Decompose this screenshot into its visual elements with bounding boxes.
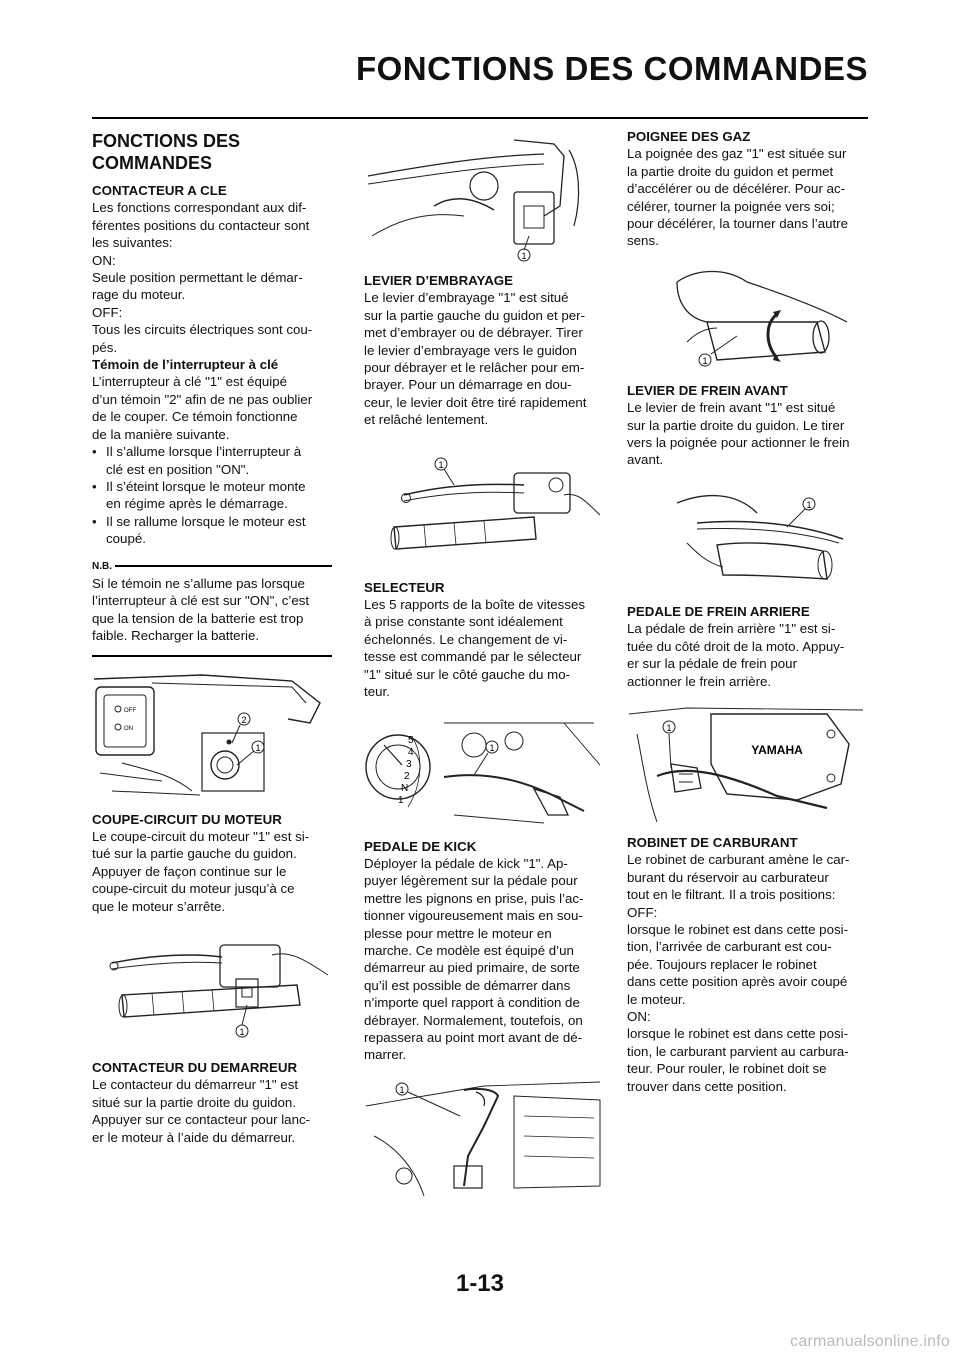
text-line: pour débrayer et le relâcher pour em- bbox=[364, 360, 585, 376]
text-line: OFF: bbox=[92, 304, 123, 320]
text-line: trouver dans cette position. bbox=[627, 1078, 787, 1094]
bullet-line: clé est en position "ON". bbox=[106, 461, 250, 477]
note-line: l’interrupteur à clé est sur "ON", c’est bbox=[92, 593, 310, 609]
bullet-line: • Il s’allume lorsque l’interrupteur à bbox=[106, 444, 302, 460]
text-line: marche. Ce modèle est équipé d’un bbox=[364, 942, 574, 958]
text-line: situé sur la partie droite du guidon. bbox=[92, 1094, 297, 1110]
text-line: ON: bbox=[627, 1008, 651, 1024]
text-line: Le levier d’embrayage "1" est situé bbox=[364, 290, 569, 306]
text-line: OFF: bbox=[627, 904, 658, 920]
gear-label: 1 bbox=[398, 794, 404, 806]
bullet-item bbox=[92, 478, 332, 513]
clutch-illustration bbox=[364, 455, 604, 565]
text-line: Appuyer de façon continue sur le bbox=[92, 863, 287, 879]
text-line: la partie droite du guidon et permet bbox=[627, 163, 834, 179]
shift-title: SELECTEUR bbox=[364, 579, 445, 595]
text-line: férentes positions du contacteur sont bbox=[92, 217, 310, 233]
bullet-line: • Il se rallume lorsque le moteur est bbox=[106, 513, 306, 529]
column-middle bbox=[364, 128, 604, 1209]
text-line: tuée du côté droit de la moto. Appuy- bbox=[627, 638, 845, 654]
gear-label: N bbox=[401, 782, 409, 794]
text-line: burant du réservoir au carburateur bbox=[627, 869, 829, 885]
text-line: Les fonctions correspondant aux dif- bbox=[92, 200, 307, 216]
rear-brake-title: PEDALE DE FREIN ARRIERE bbox=[627, 603, 810, 619]
rear-brake-body bbox=[627, 620, 867, 690]
callout-1: 1 bbox=[489, 742, 495, 753]
text-line: pour décélérer, la tourner dans l’autre bbox=[627, 216, 849, 232]
shift-body bbox=[364, 596, 604, 700]
callout-1: 1 bbox=[666, 722, 672, 733]
text-line: le moteur. bbox=[627, 991, 686, 1007]
text-line: d’accélérer ou de décélérer. Pour ac- bbox=[627, 181, 846, 197]
bullet-item bbox=[92, 513, 332, 548]
text-line: mettre les pignons en prise, puis l’ac- bbox=[364, 890, 584, 906]
text-line: dans cette position après avoir coupé bbox=[627, 974, 848, 990]
text-line: débrayer. Normalement, toutefois, on bbox=[364, 1012, 583, 1028]
text-line: sur la partie gauche du guidon et per- bbox=[364, 307, 586, 323]
text-line: er le moteur à l’aide du démarreur. bbox=[92, 1129, 296, 1145]
watermark: carmanualsonline.info bbox=[790, 1333, 950, 1350]
text-line: tion, le carburant parvient au carbura- bbox=[627, 1043, 849, 1059]
kill-switch-title: COUPE-CIRCUIT DU MOTEUR bbox=[92, 811, 282, 827]
brand-label: YAMAHA bbox=[751, 742, 803, 757]
note-label: N.B. bbox=[92, 560, 112, 572]
text-line: de le couper. Ce témoin fonctionne bbox=[92, 409, 298, 425]
callout-1: 1 bbox=[239, 1027, 245, 1037]
text-line: tesse est commandé par le sélecteur bbox=[364, 649, 582, 665]
section-main-title bbox=[92, 130, 332, 174]
front-brake-illustration bbox=[627, 483, 867, 595]
kill-switch-body bbox=[92, 828, 332, 915]
starter-body bbox=[92, 1076, 332, 1146]
note-bottom-rule bbox=[92, 655, 332, 657]
note-rule bbox=[115, 565, 332, 567]
text-line: sur la partie droite du guidon. Le tirer bbox=[627, 417, 845, 433]
throttle-illustration bbox=[627, 262, 867, 374]
kick-pedal-illustration bbox=[364, 1076, 604, 1201]
text-line: Appuyer sur ce contacteur pour lanc- bbox=[92, 1112, 311, 1128]
clutch-body bbox=[364, 289, 604, 428]
gear-label: 2 bbox=[404, 770, 410, 782]
text-line: actionner le frein arrière. bbox=[627, 673, 772, 689]
text-line: "1" situé sur le côté gauche du mo- bbox=[364, 666, 571, 682]
text-line: sens. bbox=[627, 233, 659, 249]
throttle-title: POIGNEE DES GAZ bbox=[627, 129, 751, 144]
text-line: tion, l’arrivée de carburant est cou- bbox=[627, 939, 832, 955]
main-title-line-1: FONCTIONS DES bbox=[92, 131, 241, 151]
kick-title: PEDALE DE KICK bbox=[364, 838, 477, 854]
main-title-line-2: COMMANDES bbox=[92, 153, 212, 173]
text-line: avant. bbox=[627, 452, 664, 468]
fuel-cock-title: ROBINET DE CARBURANT bbox=[627, 834, 798, 850]
text-line: que le moteur s’arrête. bbox=[92, 898, 226, 914]
text-line: L’interrupteur à clé "1" est équipé bbox=[92, 374, 287, 390]
bullet-line: en régime après le démarrage. bbox=[106, 496, 288, 512]
callout-1: 1 bbox=[255, 742, 261, 753]
callout-1: 1 bbox=[521, 251, 527, 261]
text-line: tué sur la partie gauche du guidon. bbox=[92, 846, 297, 862]
text-line: ceur, le levier doit être tiré rapidement bbox=[364, 394, 587, 410]
text-line: le levier d’embrayage vers le guidon bbox=[364, 342, 577, 358]
gear-label: 3 bbox=[406, 758, 412, 770]
text-line: tout en le filtrant. Il a trois positions: bbox=[627, 887, 836, 903]
text-line: Le levier de frein avant "1" est situé bbox=[627, 400, 836, 416]
starter-title: CONTACTEUR DU DEMARREUR bbox=[92, 1060, 298, 1075]
text-line: célérer, tourner la poignée vers soi; bbox=[627, 198, 835, 214]
text-line: pés. bbox=[92, 339, 118, 355]
callout-1: 1 bbox=[399, 1084, 405, 1095]
note-block bbox=[92, 558, 332, 657]
text-line: échelonnés. Le changement de vi- bbox=[364, 631, 568, 647]
bullet-line: coupé. bbox=[106, 531, 146, 547]
switch-off-label: OFF bbox=[124, 707, 136, 714]
text-line: Tous les circuits électriques sont cou- bbox=[92, 322, 313, 338]
text-line: tionner vigoureusement mais en sou- bbox=[364, 908, 583, 924]
kill-switch-illustration bbox=[92, 935, 332, 1045]
key-switch-body bbox=[92, 199, 332, 356]
front-brake-body bbox=[627, 399, 867, 469]
starter-switch-illustration bbox=[364, 136, 604, 264]
column-left bbox=[92, 128, 332, 1146]
text-line: brayer. Pour un démarrage en dou- bbox=[364, 377, 572, 393]
text-line: Seule position permettant le démar- bbox=[92, 270, 303, 286]
front-brake-title: LEVIER DE FREIN AVANT bbox=[627, 382, 788, 398]
callout-1: 1 bbox=[438, 459, 444, 470]
indicator-body bbox=[92, 373, 332, 443]
throttle-body bbox=[627, 145, 867, 249]
text-line: d’un témoin "2" afin de ne pas oublier bbox=[92, 391, 313, 407]
text-line: démarreur au pied primaire, de sorte bbox=[364, 960, 580, 976]
key-switch-illustration bbox=[92, 673, 332, 803]
text-line: lorsque le robinet est dans cette posi- bbox=[627, 921, 849, 937]
gear-label: 5 bbox=[408, 734, 414, 746]
fuel-cock-body bbox=[627, 851, 867, 1095]
page-header-title: FONCTIONS DES COMMANDES bbox=[355, 50, 868, 87]
note-line: faible. Recharger la batterie. bbox=[92, 628, 260, 644]
text-line: lorsque le robinet est dans cette posi- bbox=[627, 1026, 849, 1042]
header-rule bbox=[92, 117, 868, 119]
text-line: La pédale de frein arrière "1" est si- bbox=[627, 621, 836, 637]
text-line: puyer légèrement sur la pédale pour bbox=[364, 873, 578, 889]
text-line: ON: bbox=[92, 252, 116, 268]
text-line: qu’il est possible de démarrer dans bbox=[364, 977, 571, 993]
text-line: Le coupe-circuit du moteur "1" est si- bbox=[92, 828, 310, 844]
rear-brake-illustration bbox=[627, 704, 867, 826]
text-line: teur. bbox=[364, 684, 390, 700]
text-line: les suivantes: bbox=[92, 235, 173, 251]
text-line: er sur la pédale de frein pour bbox=[627, 656, 798, 672]
clutch-title: LEVIER D’EMBRAYAGE bbox=[364, 273, 514, 288]
text-line: met d’embrayer ou de débrayer. Tirer bbox=[364, 325, 583, 341]
note-line: que la tension de la batterie est trop bbox=[92, 610, 304, 626]
text-line: teur. Pour rouler, le robinet doit se bbox=[627, 1061, 827, 1077]
text-line: à prise constante sont idéalement bbox=[364, 614, 563, 630]
column-right bbox=[627, 128, 867, 1095]
key-switch-title: CONTACTEUR A CLE bbox=[92, 183, 227, 198]
bullet-line: • Il s’éteint lorsque le moteur monte bbox=[106, 478, 306, 494]
text-line: repassera au point mort avant de dé- bbox=[364, 1029, 583, 1045]
kick-body bbox=[364, 855, 604, 1064]
text-line: plesse pour mettre le moteur en bbox=[364, 925, 552, 941]
text-line: rage du moteur. bbox=[92, 287, 186, 303]
page-number: 1-13 bbox=[455, 1270, 505, 1297]
text-line: n’importe quel rapport à condition de bbox=[364, 995, 580, 1011]
callout-2: 2 bbox=[241, 714, 247, 725]
callout-1: 1 bbox=[702, 355, 708, 366]
text-line: et relâché lentement. bbox=[364, 412, 489, 428]
text-line: Le contacteur du démarreur "1" est bbox=[92, 1077, 299, 1093]
indicator-subtitle: Témoin de l’interrupteur à clé bbox=[92, 357, 279, 373]
note-line: Si le témoin ne s’allume pas lorsque bbox=[92, 575, 305, 591]
text-line: Le robinet de carburant amène le car- bbox=[627, 852, 850, 868]
text-line: Les 5 rapports de la boîte de vitesses bbox=[364, 597, 586, 613]
text-line: marrer. bbox=[364, 1047, 407, 1063]
bullet-item bbox=[92, 443, 332, 478]
text-line: vers la poignée pour actionner le frein bbox=[627, 435, 850, 451]
callout-1: 1 bbox=[806, 499, 812, 510]
note-header bbox=[92, 558, 332, 575]
shift-pedal-illustration bbox=[364, 715, 604, 830]
gear-label: 4 bbox=[408, 746, 414, 758]
text-line: La poignée des gaz "1" est située sur bbox=[627, 146, 847, 162]
text-line: Déployer la pédale de kick "1". Ap- bbox=[364, 855, 568, 871]
switch-on-label: ON bbox=[124, 725, 133, 732]
text-line: de la manière suivante. bbox=[92, 426, 230, 442]
text-line: coupe-circuit du moteur jusqu’à ce bbox=[92, 881, 295, 897]
text-line: pée. Toujours replacer le robinet bbox=[627, 956, 817, 972]
